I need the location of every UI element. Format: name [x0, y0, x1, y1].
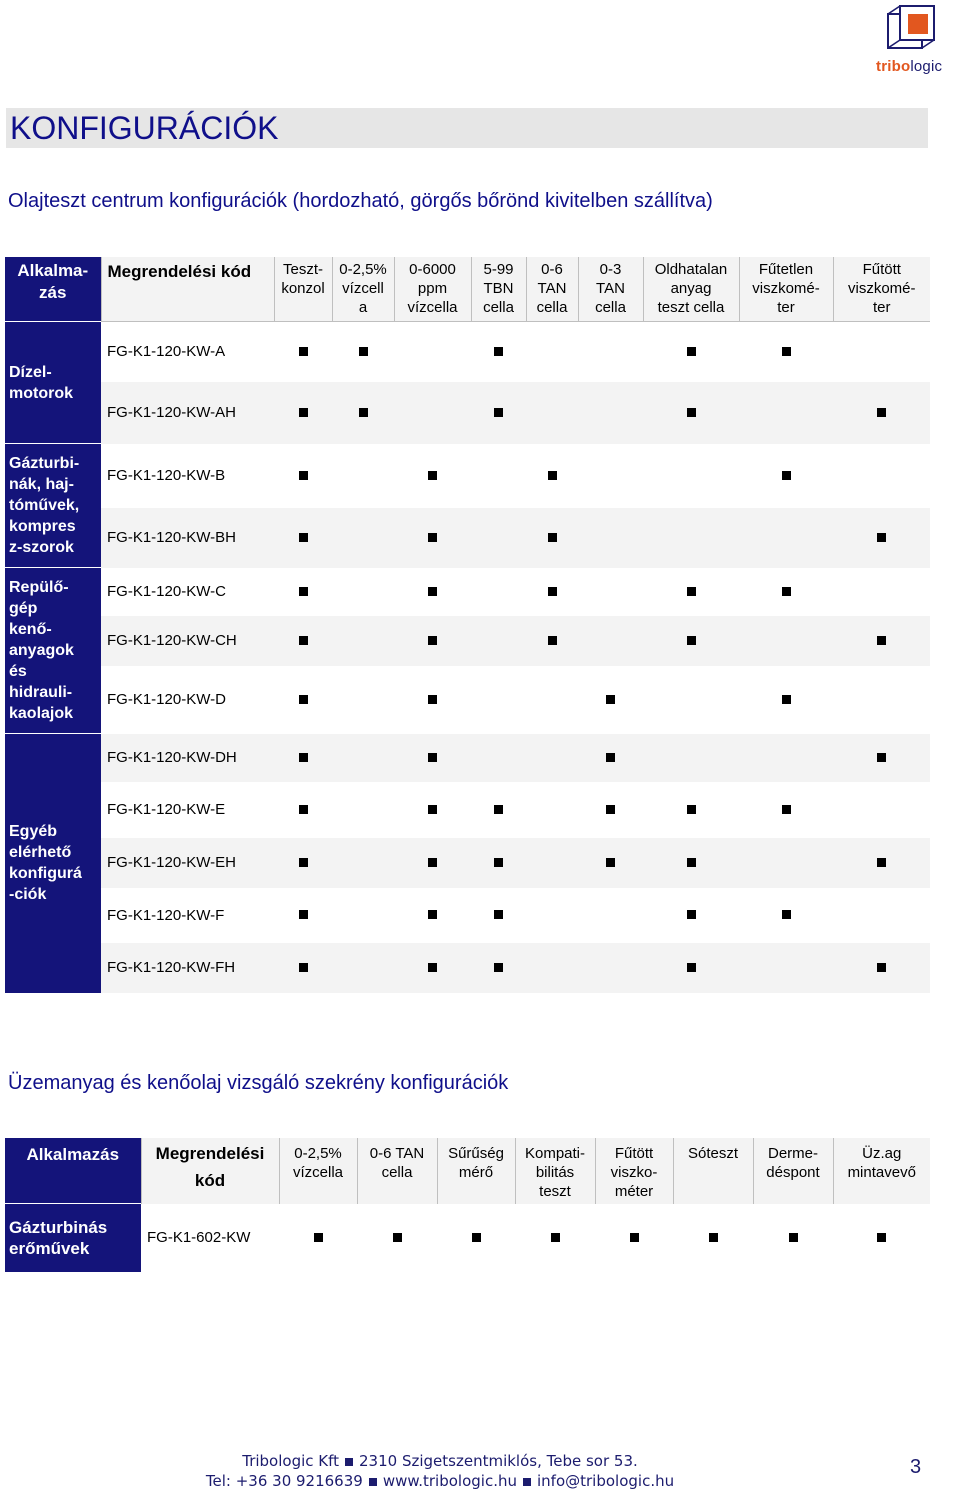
included-mark-icon [494, 858, 503, 867]
feature-cell [673, 1204, 753, 1273]
footer-email[interactable]: info@tribologic.hu [537, 1472, 675, 1490]
included-mark-icon [687, 408, 696, 417]
category-diesel: Dízel- motorok [5, 322, 101, 444]
feature-cell [274, 666, 332, 734]
included-mark-icon [630, 1233, 639, 1242]
feature-cell [833, 444, 930, 508]
feature-cell [739, 568, 833, 616]
footer-address-line [0, 1452, 880, 1470]
order-code: FG-K1-120-KW-B [107, 467, 226, 484]
included-mark-icon [428, 587, 437, 596]
included-mark-icon [494, 805, 503, 814]
feature-cell [274, 382, 332, 444]
feature-cell [526, 838, 578, 888]
feature-cell [332, 382, 394, 444]
feature-cell [833, 382, 930, 444]
included-mark-icon [606, 805, 615, 814]
feature-cell [526, 382, 578, 444]
feature-cell [274, 943, 332, 993]
logo-mark-icon [868, 2, 960, 58]
included-mark-icon [687, 910, 696, 919]
bullet-icon [345, 1458, 353, 1466]
footer-company: Tribologic Kft [242, 1452, 340, 1470]
header-col-0: Teszt- konzol [274, 257, 332, 322]
feature-cell [578, 838, 643, 888]
table-header-row [5, 257, 930, 322]
cabinet-configuration-table [5, 1138, 930, 1272]
header2-order-code: Megrendelési kód [141, 1138, 279, 1204]
header-col-4: 0-6 TAN cella [526, 257, 578, 322]
included-mark-icon [299, 636, 308, 645]
included-mark-icon [548, 636, 557, 645]
table-row [5, 322, 930, 382]
included-mark-icon [314, 1233, 323, 1242]
included-mark-icon [299, 587, 308, 596]
header-col-6: Oldhatalan anyag teszt cella [643, 257, 739, 322]
order-code: FG-K1-602-KW [147, 1229, 251, 1247]
feature-cell [643, 943, 739, 993]
included-mark-icon [299, 347, 308, 356]
category-gas-power-plants: Gázturbinás erőművek [5, 1204, 141, 1273]
feature-cell [739, 782, 833, 838]
included-mark-icon [428, 753, 437, 762]
feature-cell [643, 666, 739, 734]
feature-cell [643, 444, 739, 508]
included-mark-icon [687, 963, 696, 972]
feature-cell [394, 322, 471, 382]
logo-text-tribo: tribo [876, 58, 911, 75]
feature-cell [578, 782, 643, 838]
included-mark-icon [299, 963, 308, 972]
included-mark-icon [299, 858, 308, 867]
feature-cell [357, 1204, 437, 1273]
feature-cell [274, 568, 332, 616]
feature-cell [578, 616, 643, 666]
feature-cell [471, 943, 526, 993]
order-code: FG-K1-120-KW-EH [101, 838, 274, 888]
order-code: FG-K1-120-KW-CH [101, 616, 274, 666]
feature-cell [274, 508, 332, 568]
bullet-icon [369, 1478, 377, 1486]
feature-cell [643, 382, 739, 444]
logo-text-logic: logic [910, 58, 943, 75]
table-row [5, 734, 930, 782]
feature-cell [274, 888, 332, 943]
included-mark-icon [393, 1233, 402, 1242]
order-code: FG-K1-120-KW-F [107, 906, 225, 924]
header-col-5: 0-3 TAN cella [578, 257, 643, 322]
feature-cell [643, 888, 739, 943]
feature-cell [526, 734, 578, 782]
table-row [5, 508, 930, 568]
feature-cell [332, 782, 394, 838]
feature-cell [643, 734, 739, 782]
feature-cell [739, 666, 833, 734]
feature-cell [526, 888, 578, 943]
order-code: FG-K1-120-KW-FH [101, 943, 274, 993]
feature-cell [471, 782, 526, 838]
included-mark-icon [877, 753, 886, 762]
included-mark-icon [687, 587, 696, 596]
order-code: FG-K1-120-KW-C [107, 583, 226, 600]
header-col-8: Fűtött viszkomé- ter [833, 257, 930, 322]
order-code: FG-K1-120-KW-BH [101, 508, 274, 568]
section1-title: Olajteszt centrum konfigurációk (hordozható, görgős bőrönd kivitelben szállítva) [8, 190, 713, 212]
feature-cell [471, 666, 526, 734]
footer-web[interactable]: www.tribologic.hu [382, 1472, 517, 1490]
feature-cell [526, 508, 578, 568]
feature-cell [332, 616, 394, 666]
table-row [5, 444, 930, 508]
included-mark-icon [782, 910, 791, 919]
feature-cell [394, 888, 471, 943]
feature-cell [833, 1204, 930, 1273]
feature-cell [332, 734, 394, 782]
included-mark-icon [877, 858, 886, 867]
included-mark-icon [359, 408, 368, 417]
included-mark-icon [428, 695, 437, 704]
feature-cell [739, 734, 833, 782]
included-mark-icon [494, 347, 503, 356]
feature-cell [578, 888, 643, 943]
feature-cell [471, 616, 526, 666]
feature-cell [471, 444, 526, 508]
feature-cell [394, 734, 471, 782]
feature-cell [394, 838, 471, 888]
header2-col-7: Üz.ag mintavevő [833, 1138, 930, 1204]
included-mark-icon [687, 858, 696, 867]
feature-cell [471, 568, 526, 616]
configuration-table [5, 257, 930, 993]
feature-cell [394, 782, 471, 838]
table-row [5, 943, 930, 993]
footer-address: 2310 Szigetszentmiklós, Tebe sor 53. [359, 1452, 638, 1470]
feature-cell [274, 616, 332, 666]
included-mark-icon [606, 753, 615, 762]
feature-cell [394, 382, 471, 444]
included-mark-icon [687, 636, 696, 645]
header2-col-4: Fűtött viszko- méter [595, 1138, 673, 1204]
included-mark-icon [428, 963, 437, 972]
order-code: FG-K1-120-KW-AH [101, 382, 274, 444]
feature-cell [643, 616, 739, 666]
feature-cell [833, 508, 930, 568]
included-mark-icon [877, 533, 886, 542]
header-col-3: 5-99 TBN cella [471, 257, 526, 322]
feature-cell [833, 888, 930, 943]
header2-col-5: Sóteszt [673, 1138, 753, 1204]
included-mark-icon [299, 533, 308, 542]
feature-cell [643, 322, 739, 382]
included-mark-icon [548, 533, 557, 542]
included-mark-icon [877, 408, 886, 417]
feature-cell [526, 666, 578, 734]
feature-cell [739, 616, 833, 666]
bullet-icon [523, 1478, 531, 1486]
feature-cell [394, 616, 471, 666]
order-code: FG-K1-120-KW-DH [101, 734, 274, 782]
included-mark-icon [782, 805, 791, 814]
included-mark-icon [548, 471, 557, 480]
order-code: FG-K1-120-KW-E [107, 801, 226, 818]
feature-cell [515, 1204, 595, 1273]
feature-cell [394, 943, 471, 993]
order-code: FG-K1-120-KW-A [107, 343, 226, 361]
page-number: 3 [910, 1456, 922, 1478]
footer-contact-line [0, 1472, 880, 1490]
feature-cell [471, 508, 526, 568]
logo-wordmark [876, 58, 942, 75]
included-mark-icon [428, 910, 437, 919]
included-mark-icon [299, 695, 308, 704]
feature-cell [578, 444, 643, 508]
feature-cell [526, 943, 578, 993]
feature-cell [274, 838, 332, 888]
feature-cell [394, 444, 471, 508]
feature-cell [833, 838, 930, 888]
feature-cell [578, 666, 643, 734]
feature-cell [833, 782, 930, 838]
included-mark-icon [877, 1233, 886, 1242]
included-mark-icon [551, 1233, 560, 1242]
feature-cell [643, 508, 739, 568]
feature-cell [471, 734, 526, 782]
included-mark-icon [299, 408, 308, 417]
feature-cell [739, 322, 833, 382]
included-mark-icon [428, 533, 437, 542]
feature-cell [332, 943, 394, 993]
included-mark-icon [472, 1233, 481, 1242]
feature-cell [753, 1204, 833, 1273]
feature-cell [578, 382, 643, 444]
feature-cell [394, 568, 471, 616]
feature-cell [595, 1204, 673, 1273]
table-row [5, 782, 930, 838]
feature-cell [833, 568, 930, 616]
included-mark-icon [299, 753, 308, 762]
table-row [5, 616, 930, 666]
header2-col-6: Derme- déspont [753, 1138, 833, 1204]
feature-cell [739, 838, 833, 888]
feature-cell [526, 616, 578, 666]
feature-cell [833, 734, 930, 782]
feature-cell [739, 444, 833, 508]
feature-cell [471, 382, 526, 444]
feature-cell [739, 508, 833, 568]
feature-cell [739, 382, 833, 444]
feature-cell [274, 322, 332, 382]
header-application: Alkalma- zás [5, 257, 101, 322]
included-mark-icon [359, 347, 368, 356]
included-mark-icon [782, 471, 791, 480]
feature-cell [643, 568, 739, 616]
feature-cell [394, 666, 471, 734]
feature-cell [526, 568, 578, 616]
table-row [5, 382, 930, 444]
feature-cell [279, 1204, 357, 1273]
included-mark-icon [494, 910, 503, 919]
header-col-2: 0-6000 ppm vízcella [394, 257, 471, 322]
header-col-1: 0-2,5% vízcell a [332, 257, 394, 322]
tribologic-logo [868, 2, 960, 80]
feature-cell [578, 568, 643, 616]
table-row [5, 838, 930, 888]
table-row [5, 666, 930, 734]
category-other: Egyéb elérhető konfigurá -ciók [5, 734, 101, 993]
feature-cell [332, 666, 394, 734]
included-mark-icon [877, 963, 886, 972]
included-mark-icon [428, 471, 437, 480]
included-mark-icon [782, 587, 791, 596]
footer-tel: Tel: +36 30 9216639 [205, 1472, 363, 1490]
feature-cell [274, 782, 332, 838]
header-col-7: Fűtetlen viszkomé- ter [739, 257, 833, 322]
included-mark-icon [299, 805, 308, 814]
table-row [5, 1204, 930, 1273]
feature-cell [578, 508, 643, 568]
included-mark-icon [606, 858, 615, 867]
feature-cell [437, 1204, 515, 1273]
feature-cell [739, 943, 833, 993]
header2-col-1: 0-6 TAN cella [357, 1138, 437, 1204]
feature-cell [833, 616, 930, 666]
included-mark-icon [299, 471, 308, 480]
included-mark-icon [428, 636, 437, 645]
feature-cell [332, 508, 394, 568]
included-mark-icon [782, 695, 791, 704]
feature-cell [833, 666, 930, 734]
feature-cell [471, 888, 526, 943]
feature-cell [578, 943, 643, 993]
feature-cell [643, 838, 739, 888]
included-mark-icon [494, 963, 503, 972]
included-mark-icon [789, 1233, 798, 1242]
feature-cell [332, 444, 394, 508]
feature-cell [471, 322, 526, 382]
feature-cell [332, 322, 394, 382]
feature-cell [526, 322, 578, 382]
included-mark-icon [299, 910, 308, 919]
page-title: KONFIGURÁCIÓK [6, 108, 928, 148]
included-mark-icon [548, 587, 557, 596]
order-code: FG-K1-120-KW-D [107, 691, 226, 708]
category-gas-turbines: Gázturbi- nák, haj- tóművek, kompres z-szorok [5, 444, 101, 568]
feature-cell [833, 943, 930, 993]
included-mark-icon [687, 805, 696, 814]
feature-cell [274, 444, 332, 508]
included-mark-icon [428, 805, 437, 814]
feature-cell [739, 888, 833, 943]
feature-cell [526, 444, 578, 508]
header2-col-0: 0-2,5% vízcella [279, 1138, 357, 1204]
feature-cell [274, 734, 332, 782]
included-mark-icon [782, 347, 791, 356]
feature-cell [394, 508, 471, 568]
table-row [5, 888, 930, 943]
category-aircraft: Repülő- gép kenő- anyagok és hidrauli- kaolajok [5, 568, 101, 734]
header2-application: Alkalmazás [5, 1138, 141, 1204]
included-mark-icon [494, 408, 503, 417]
included-mark-icon [687, 347, 696, 356]
included-mark-icon [428, 858, 437, 867]
feature-cell [526, 782, 578, 838]
included-mark-icon [709, 1233, 718, 1242]
feature-cell [643, 782, 739, 838]
feature-cell [833, 322, 930, 382]
included-mark-icon [606, 695, 615, 704]
feature-cell [578, 734, 643, 782]
feature-cell [332, 838, 394, 888]
feature-cell [471, 838, 526, 888]
feature-cell [332, 568, 394, 616]
header2-col-3: Kompati- bilitás teszt [515, 1138, 595, 1204]
section2-title: Üzemanyag és kenőolaj vizsgáló szekrény konfigurációk [8, 1072, 509, 1094]
table-row [5, 568, 930, 616]
table2-header-row [5, 1138, 930, 1204]
header2-col-2: Sűrűség mérő [437, 1138, 515, 1204]
feature-cell [332, 888, 394, 943]
included-mark-icon [877, 636, 886, 645]
header-order-code: Megrendelési kód [101, 257, 274, 322]
feature-cell [578, 322, 643, 382]
